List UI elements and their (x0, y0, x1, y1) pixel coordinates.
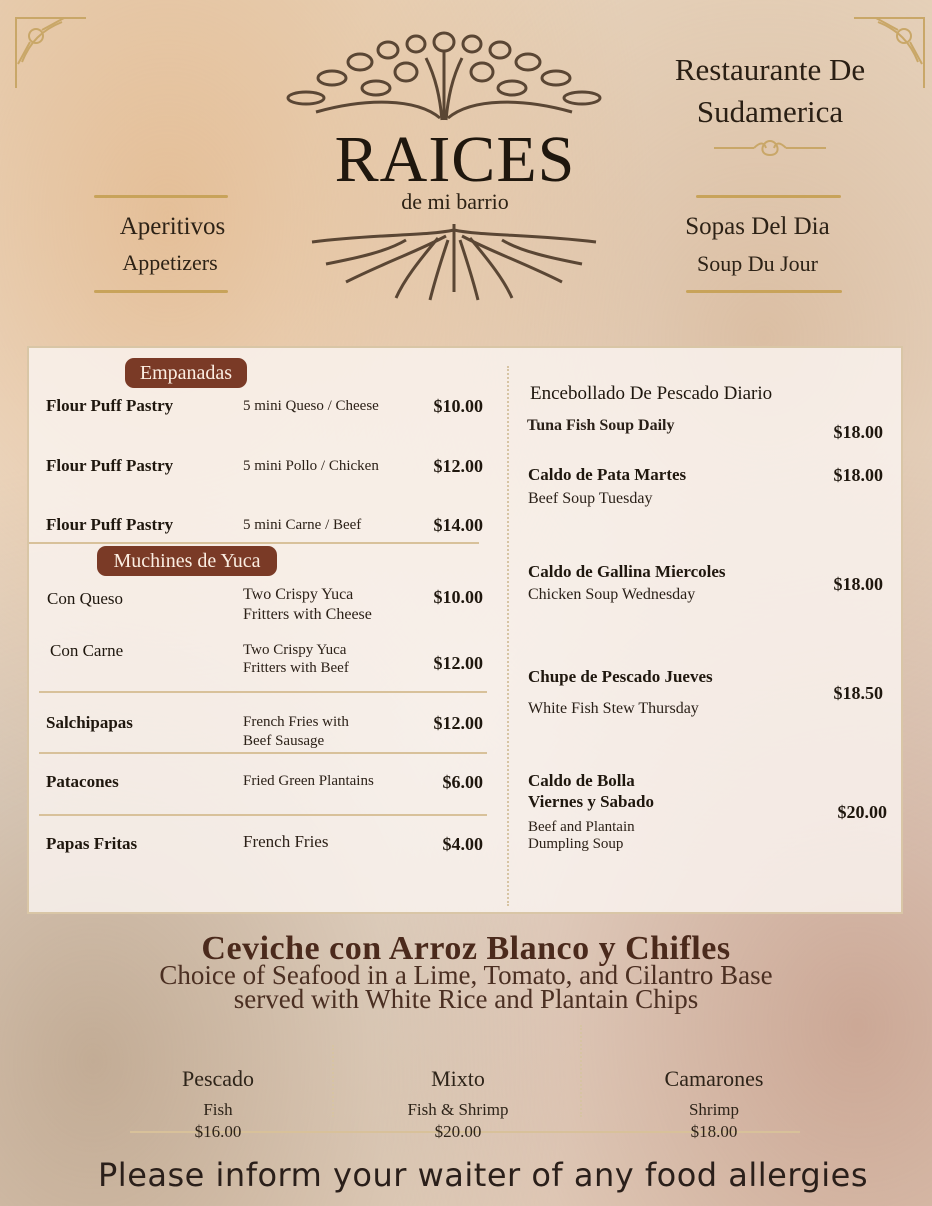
soups-top-rule (696, 195, 841, 198)
menu-panel (27, 346, 903, 914)
side-1-name: Salchipapas (46, 713, 133, 732)
empanada-1-name: Flour Puff Pastry (46, 396, 174, 415)
corner-ornament-top-left-icon (12, 12, 92, 92)
soup-3-subtitle: Chicken Soup Wednesday (528, 586, 696, 603)
empanada-2-name: Flour Puff Pastry (46, 456, 174, 475)
empanada-3-desc: 5 mini Carne / Beef (243, 517, 362, 533)
column-divider (507, 366, 509, 906)
tree-roots-logo-icon (306, 222, 602, 304)
soup-2-subtitle: Beef Soup Tuesday (528, 490, 653, 507)
ceviche-option-1-sub: Fish (203, 1100, 233, 1119)
ceviche-divider (580, 1025, 582, 1117)
restaurant-name: RAICES (334, 123, 576, 196)
soup-5-subtitle-2: Dumpling Soup (528, 836, 624, 852)
section-divider (39, 752, 487, 754)
side-3-name: Papas Fritas (46, 834, 138, 853)
side-1-desc-2: Beef Sausage (243, 733, 325, 749)
side-3-price: $4.00 (442, 834, 483, 854)
soup-1-subtitle: Tuna Fish Soup Daily (527, 417, 675, 434)
ceviche-option-1-name: Pescado (181, 1066, 255, 1091)
ceviche-description-line-1: Choice of Seafood in a Lime, Tomato, and Cilantro Base (159, 960, 773, 990)
empanada-1-price: $10.00 (433, 396, 483, 416)
ceviche-option-2-price: $20.00 (434, 1122, 482, 1141)
appetizers-top-rule (94, 195, 228, 198)
side-1-price: $12.00 (433, 713, 483, 733)
empanada-1-desc: 5 mini Queso / Cheese (243, 398, 379, 414)
ceviche-option-1-price: $16.00 (194, 1122, 242, 1141)
muchin-2-name: Con Carne (50, 641, 124, 660)
soup-5-subtitle: Beef and Plantain (528, 819, 635, 835)
ceviche-title: Ceviche con Arroz Blanco y Chifles (201, 930, 731, 967)
empanada-2-desc: 5 mini Pollo / Chicken (243, 458, 379, 474)
muchines-heading: Muchines de Yuca (97, 546, 277, 576)
soup-4-title: Chupe de Pescado Jueves (528, 667, 713, 686)
soup-3-price: $18.00 (833, 574, 883, 594)
empanadas-heading: Empanadas (125, 358, 247, 388)
tree-crown-logo-icon (276, 28, 612, 124)
ceviche-option-2-sub: Fish & Shrimp (407, 1100, 509, 1119)
muchin-1-name: Con Queso (47, 589, 124, 608)
ceviche-description-line-2: served with White Rice and Plantain Chips (233, 984, 699, 1014)
soup-5-title: Caldo de Bolla (528, 771, 635, 790)
ceviche-divider (332, 1045, 334, 1117)
soup-4-price: $18.50 (833, 683, 883, 703)
muchin-1-desc-2: Fritters with Cheese (243, 606, 372, 623)
section-divider (29, 542, 479, 544)
soup-1-title: Encebollado De Pescado Diario (530, 383, 773, 404)
soups-subheading: Soup Du Jour (696, 251, 818, 276)
restaurant-type-line-1: Restaurante De (674, 52, 866, 87)
empanada-3-name: Flour Puff Pastry (46, 515, 174, 534)
side-2-price: $6.00 (442, 772, 483, 792)
soups-bottom-rule (686, 290, 842, 293)
soup-2-price: $18.00 (833, 465, 883, 485)
side-2-desc: Fried Green Plantains (243, 773, 374, 789)
soup-5-price: $20.00 (837, 802, 887, 822)
soups-heading: Sopas Del Dia (685, 213, 830, 240)
appetizers-bottom-rule (94, 290, 228, 293)
muchin-2-desc-1: Two Crispy Yuca (243, 642, 347, 658)
appetizers-heading: Aperitivos (119, 213, 226, 240)
ceviche-option-3-price: $18.00 (690, 1122, 738, 1141)
side-1-desc-1: French Fries with (243, 714, 349, 730)
side-3-desc: French Fries (243, 832, 329, 851)
soup-1-price: $18.00 (833, 422, 883, 442)
restaurant-tagline: de mi barrio (401, 189, 509, 214)
side-2-name: Patacones (46, 772, 119, 791)
soup-2-title: Caldo de Pata Martes (528, 465, 687, 484)
section-divider (39, 691, 487, 693)
flourish-divider-icon (710, 138, 830, 158)
ceviche-option-2-name: Mixto (431, 1066, 485, 1091)
soup-3-title: Caldo de Gallina Miercoles (528, 562, 726, 581)
empanada-2-price: $12.00 (433, 456, 483, 476)
muchin-1-price: $10.00 (433, 587, 483, 607)
ceviche-option-3-sub: Shrimp (688, 1100, 740, 1119)
section-divider (39, 814, 487, 816)
empanada-3-price: $14.00 (433, 515, 483, 535)
muchin-2-desc-2: Fritters with Beef (243, 660, 349, 676)
allergy-notice: Please inform your waiter of any food allergies (98, 1156, 868, 1194)
soup-5-title-2: Viernes y Sabado (528, 792, 654, 811)
muchin-2-price: $12.00 (433, 653, 483, 673)
ceviche-option-3-name: Camarones (664, 1066, 764, 1091)
appetizers-subheading: Appetizers (122, 250, 218, 275)
soup-4-subtitle: White Fish Stew Thursday (528, 700, 699, 717)
restaurant-type-line-2: Sudamerica (696, 94, 844, 129)
muchin-1-desc-1: Two Crispy Yuca (243, 586, 354, 603)
